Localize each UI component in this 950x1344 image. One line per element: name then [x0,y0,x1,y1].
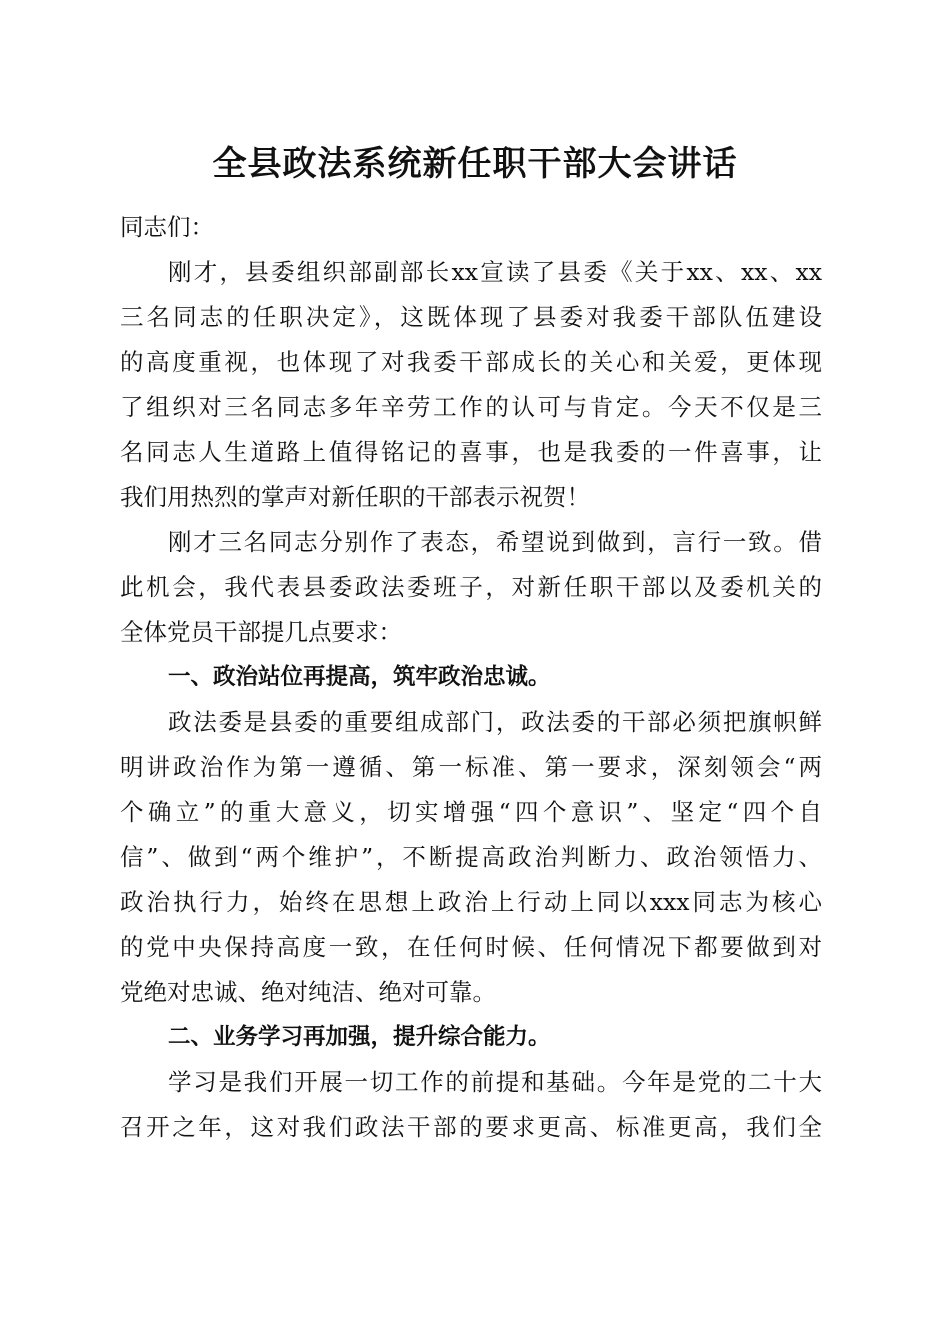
document-title: 全县政法系统新任职干部大会讲话 [212,144,738,184]
paragraph-line: 的党中央保持高度一致，在任何时候、任何情况下都要做到对 [120,933,822,961]
paragraph-line: 名同志人生道路上值得铭记的喜事，也是我委的一件喜事，让 [120,438,822,466]
paragraph-line: 三名同志的任职决定》，这既体现了县委对我委干部队伍建设 [120,303,822,331]
paragraph-line: 召开之年，这对我们政法干部的要求更高、标准更高，我们全 [120,1113,822,1141]
paragraph-line: 个确立”的重大意义，切实增强“四个意识”、坚定“四个自 [120,798,822,826]
section-heading: 一、政治站位再提高，筑牢政治忠诚。 [168,664,551,690]
paragraph-line: 全体党员干部提几点要求： [120,618,402,646]
paragraph-line: 刚才，县委组织部副部长xx宣读了县委《关于xx、xx、xx [168,258,822,286]
paragraph-line: 学习是我们开展一切工作的前提和基础。今年是党的二十大 [168,1068,822,1096]
paragraph-line: 的高度重视，也体现了对我委干部成长的关心和关爱，更体现 [120,348,822,376]
salutation: 同志们： [120,213,214,241]
paragraph-line: 党绝对忠诚、绝对纯洁、绝对可靠。 [120,978,496,1006]
paragraph-line: 我们用热烈的掌声对新任职的干部表示祝贺！ [120,483,590,511]
paragraph-line: 政治执行力，始终在思想上政治上行动上同以xxx同志为核心 [120,888,822,916]
paragraph-line: 刚才三名同志分别作了表态，希望说到做到，言行一致。借 [168,528,822,556]
paragraph-line: 政法委是县委的重要组成部门，政法委的干部必须把旗帜鲜 [168,708,822,736]
paragraph-line: 此机会，我代表县委政法委班子，对新任职干部以及委机关的 [120,573,822,601]
paragraph-line: 明讲政治作为第一遵循、第一标准、第一要求，深刻领会“两 [120,753,822,781]
document-body [120,205,822,1150]
section-heading: 二、业务学习再加强，提升综合能力。 [168,1024,551,1050]
paragraph-line: 了组织对三名同志多年辛劳工作的认可与肯定。今天不仅是三 [120,393,822,421]
paragraph-line: 信”、做到“两个维护”，不断提高政治判断力、政治领悟力、 [120,843,822,871]
